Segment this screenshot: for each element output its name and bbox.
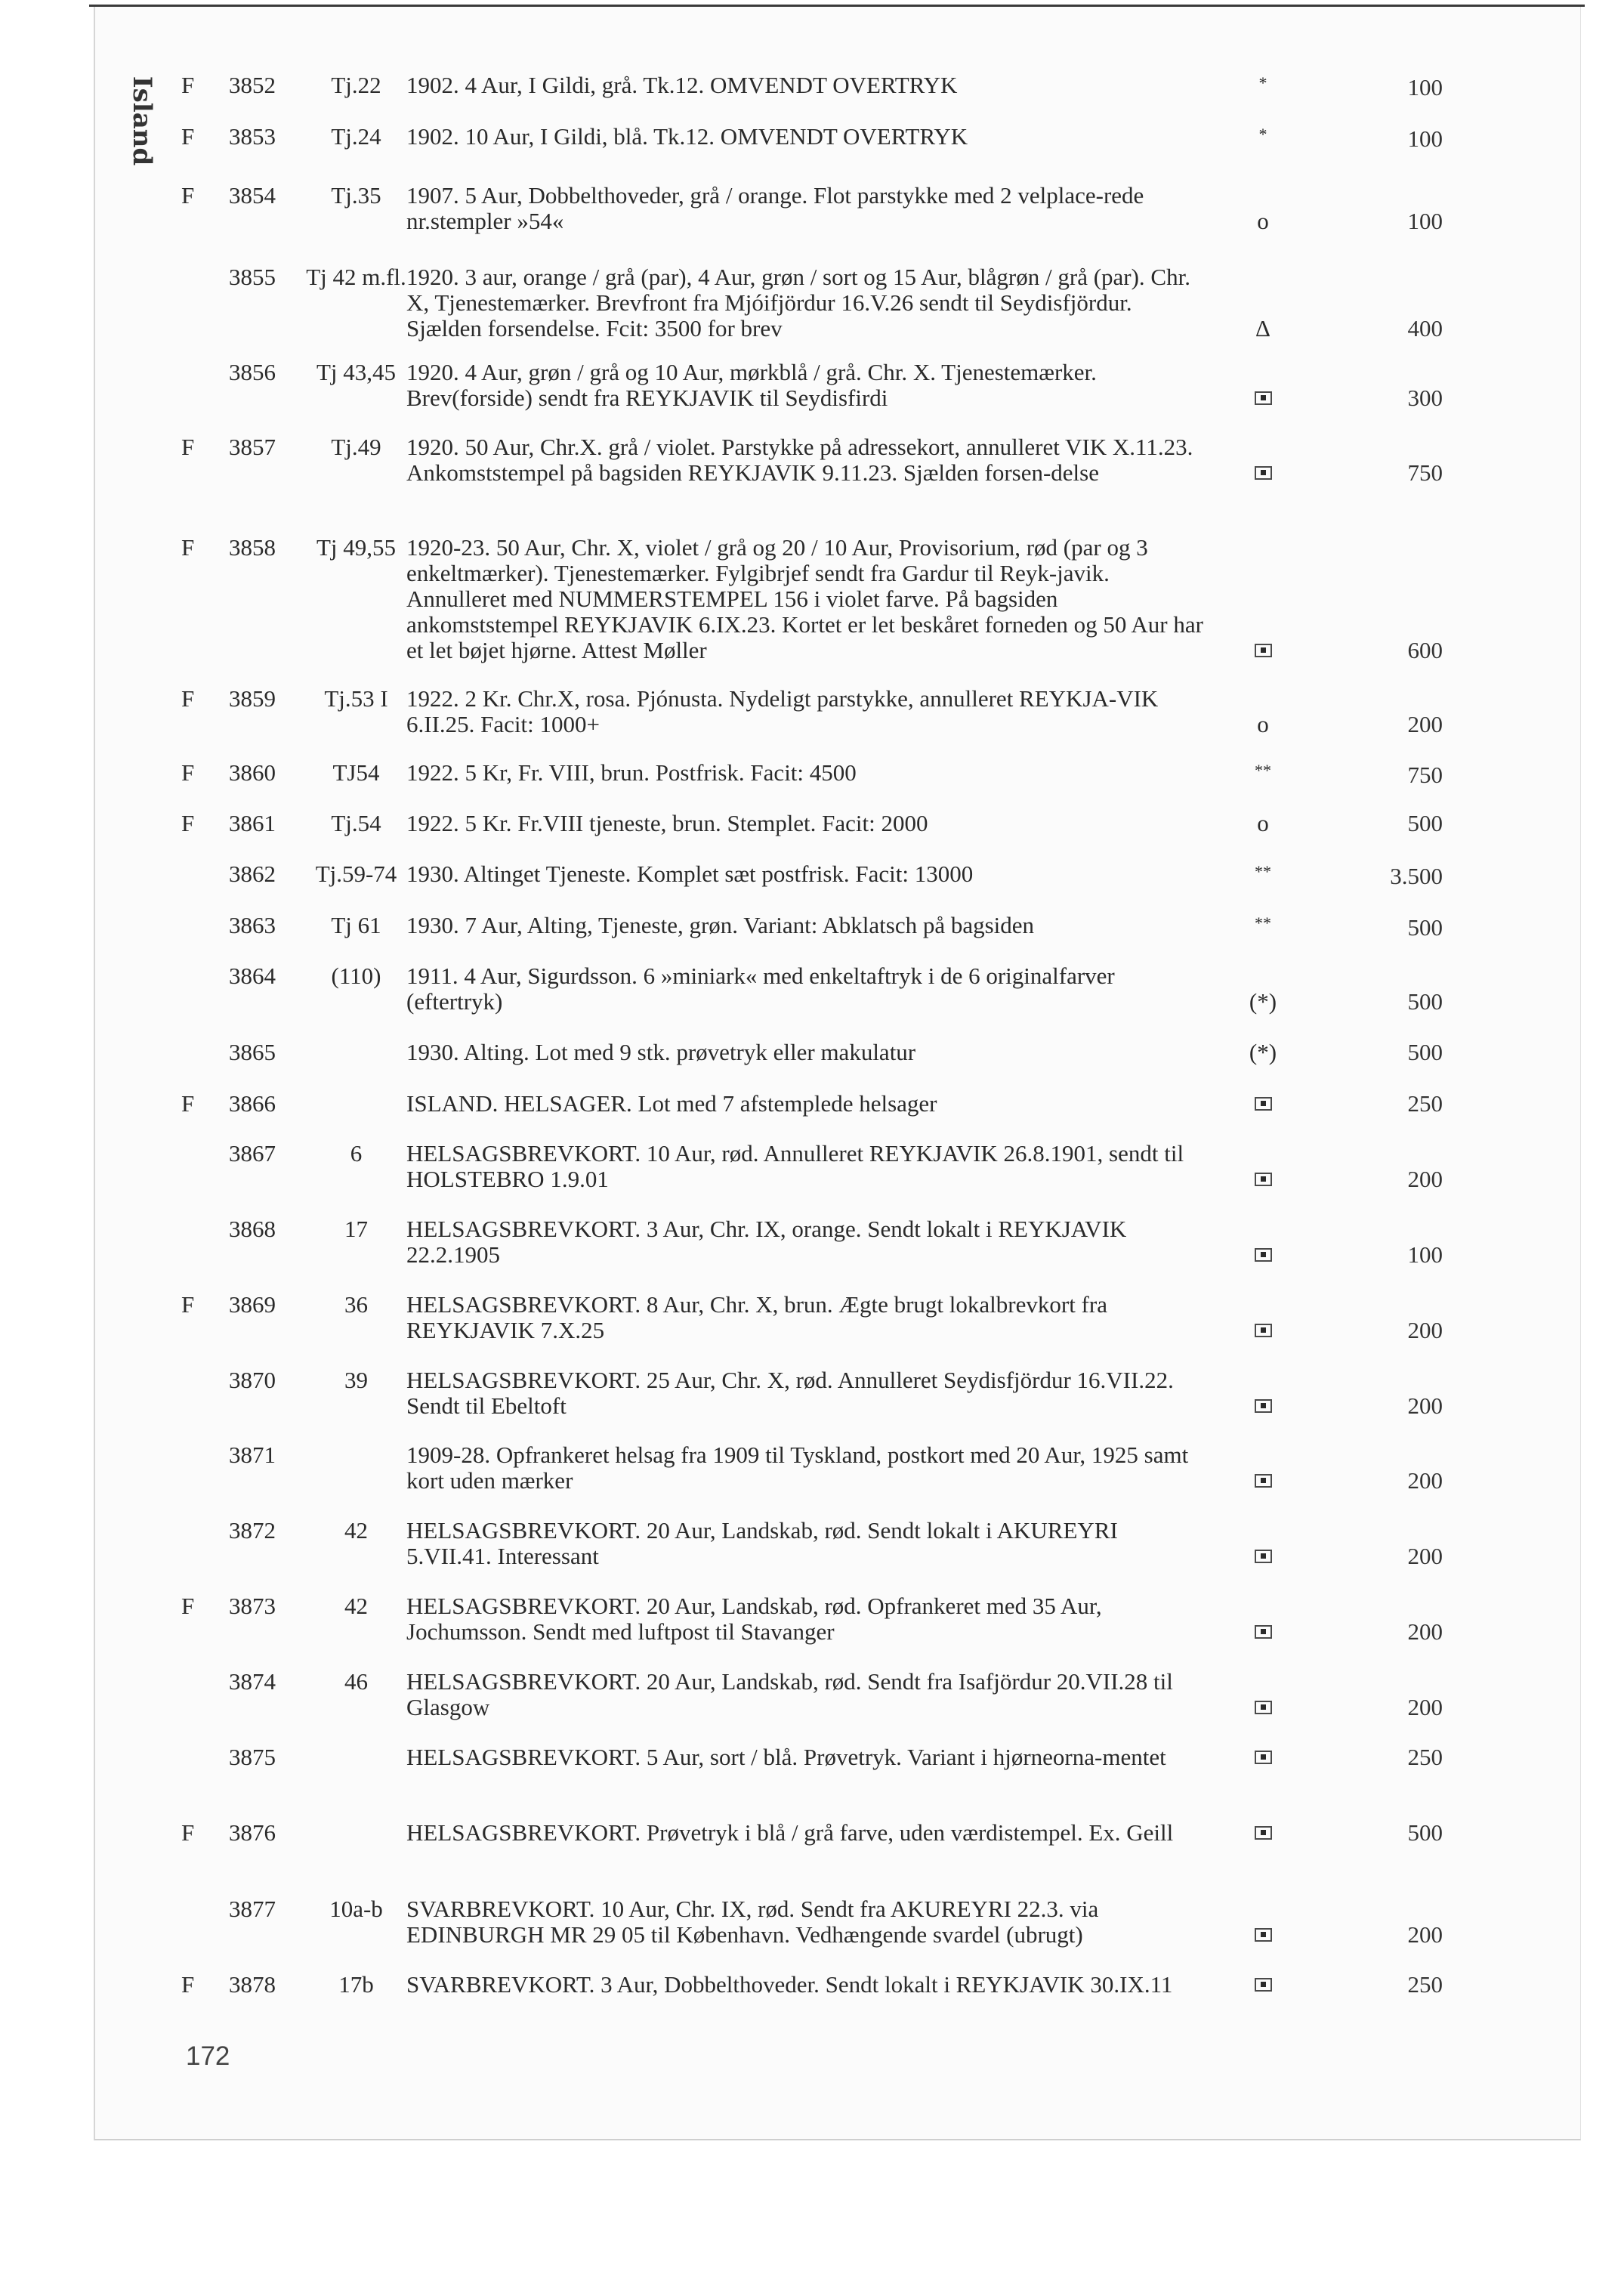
lot-price: 750 [1407, 762, 1443, 788]
lot-flag: F [181, 1090, 195, 1117]
lot-description: 1930. Altinget Tjeneste. Komplet sæt postfrisk. Facit: 13000 [406, 861, 974, 887]
lot-row [181, 1442, 1443, 1494]
lot-row [181, 1091, 1443, 1117]
condition-text: (*) [1249, 1039, 1277, 1065]
catalogue-ref: 36 [344, 1291, 368, 1318]
lot-row [181, 811, 1443, 836]
lot-number: 3875 [229, 1744, 276, 1770]
catalogue-ref: Tj.54 [331, 810, 381, 836]
lot-number: 3874 [229, 1668, 276, 1695]
cover-icon [1255, 1625, 1272, 1639]
lot-description: 1922. 5 Kr, Fr. VIII, brun. Postfrisk. Facit: 4500 [406, 759, 857, 786]
condition-mark [1208, 1393, 1318, 1419]
condition-mark [1208, 811, 1318, 836]
lot-description: HELSAGSBREVKORT. 10 Aur, rød. Annulleret REYKJAVIK 26.8.1901, sendt til HOLSTEBRO 1.9.01 [406, 1140, 1184, 1192]
cover-icon [1255, 1097, 1272, 1111]
lot-price: 300 [1407, 385, 1443, 411]
lot-number: 3852 [229, 72, 276, 98]
cover-icon [1255, 1826, 1272, 1840]
lot-price: 500 [1407, 1819, 1443, 1846]
lot-row [181, 686, 1443, 737]
condition-mark [1208, 1091, 1318, 1117]
condition-mark [1208, 1040, 1318, 1065]
lot-row [181, 360, 1443, 411]
catalogue-ref: 42 [344, 1593, 368, 1619]
lot-number: 3866 [229, 1090, 276, 1117]
catalogue-ref: Tj 49,55 [316, 534, 397, 561]
cover-icon [1255, 1173, 1272, 1186]
lot-description: SVARBREVKORT. 10 Aur, Chr. IX, rød. Sendt fra AKUREYRI 22.3. via EDINBURGH MR 29 05 til København. Vedhængende svardel (ubrugt) [406, 1896, 1099, 1948]
lot-price: 200 [1407, 1694, 1443, 1720]
lot-number: 3860 [229, 759, 276, 786]
catalogue-ref: (110) [331, 963, 381, 989]
lot-description: HELSAGSBREVKORT. 5 Aur, sort / blå. Prøvetryk. Variant i hjørneorna-mentet [406, 1744, 1166, 1770]
lot-description: HELSAGSBREVKORT. 20 Aur, Landskab, rød. Sendt lokalt i AKUREYRI 5.VII.41. Interessant [406, 1517, 1118, 1569]
cover-icon [1255, 644, 1272, 657]
lot-price: 100 [1407, 125, 1443, 152]
lot-row [181, 434, 1443, 486]
catalogue-ref: 39 [344, 1367, 368, 1393]
catalogue-ref: Tj 61 [331, 912, 381, 938]
lot-description: HELSAGSBREVKORT. 25 Aur, Chr. X, rød. Annulleret Seydisfjördur 16.VII.22. Sendt til Ebeltoft [406, 1367, 1174, 1419]
condition-text: * [1258, 73, 1267, 92]
lot-description: 1922. 5 Kr. Fr.VIII tjeneste, brun. Stemplet. Facit: 2000 [406, 810, 928, 836]
lot-description: HELSAGSBREVKORT. 20 Aur, Landskab, rød. Opfrankeret med 35 Aur, Jochumsson. Sendt med luftpost til Stavanger [406, 1593, 1102, 1645]
lot-number: 3855 [229, 264, 276, 290]
catalogue-ref: Tj.24 [331, 123, 381, 150]
catalogue-ref: Tj 43,45 [316, 359, 397, 385]
catalogue-ref: Tj.59-74 [315, 861, 397, 887]
cover-icon [1255, 1550, 1272, 1563]
lot-flag: F [181, 123, 195, 150]
lot-number: 3854 [229, 182, 276, 209]
lot-price: 500 [1407, 810, 1443, 836]
lot-row [181, 1896, 1443, 1948]
lot-price: 250 [1407, 1090, 1443, 1117]
lot-number: 3869 [229, 1291, 276, 1318]
lot-description: HELSAGSBREVKORT. 3 Aur, Chr. IX, orange. Sendt lokalt i REYKJAVIK 22.2.1905 [406, 1216, 1127, 1268]
lot-flag: F [181, 759, 195, 786]
condition-mark [1208, 209, 1318, 234]
lot-number: 3862 [229, 861, 276, 887]
lot-price: 500 [1407, 988, 1443, 1015]
lot-number: 3865 [229, 1039, 276, 1065]
lot-number: 3856 [229, 359, 276, 385]
page-number: 172 [186, 2041, 230, 2071]
lot-row [181, 1518, 1443, 1569]
lot-description: ISLAND. HELSAGER. Lot med 7 afstemplede helsager [406, 1090, 937, 1117]
lot-number: 3870 [229, 1367, 276, 1393]
condition-mark [1208, 989, 1318, 1015]
lot-price: 100 [1407, 208, 1443, 234]
lot-flag: F [181, 1819, 195, 1846]
lot-row [181, 1593, 1443, 1645]
lot-row [181, 963, 1443, 1015]
lot-row [181, 1292, 1443, 1343]
lot-number: 3858 [229, 534, 276, 561]
condition-mark [1208, 913, 1318, 941]
lot-price: 3.500 [1390, 863, 1443, 889]
condition-mark [1208, 385, 1318, 411]
lot-price: 200 [1407, 1317, 1443, 1343]
lot-flag: F [181, 1593, 195, 1619]
lot-flag: F [181, 810, 195, 836]
lot-number: 3867 [229, 1140, 276, 1167]
lot-description: 1920. 3 aur, orange / grå (par), 4 Aur, grøn / sort og 15 Aur, blågrøn / grå (par). Chr. X, Tjenestemærker. Brevfront fra Mjóifjördur 16.V.26 sendt til Seydisfjördur. Sjælden forsendelse. Fcit: 3500 for brev [406, 264, 1190, 341]
condition-text: ** [1255, 761, 1271, 780]
condition-mark [1208, 1922, 1318, 1948]
condition-text: * [1258, 125, 1267, 144]
lot-flag: F [181, 182, 195, 209]
condition-mark [1208, 1167, 1318, 1192]
lot-price: 400 [1407, 315, 1443, 341]
lot-description: 1930. Alting. Lot med 9 stk. prøvetryk eller makulatur [406, 1039, 916, 1065]
lot-number: 3857 [229, 434, 276, 460]
catalogue-ref: Tj.35 [331, 182, 381, 209]
cover-icon [1255, 1399, 1272, 1413]
lot-number: 3864 [229, 963, 276, 989]
cover-icon [1255, 1701, 1272, 1714]
catalogue-ref: Tj.53 I [324, 685, 388, 712]
lot-row [181, 1972, 1443, 1998]
condition-text: ** [1255, 913, 1271, 932]
lot-description: HELSAGSBREVKORT. 8 Aur, Chr. X, brun. Ægte brugt lokalbrevkort fra REYKJAVIK 7.X.25 [406, 1291, 1107, 1343]
condition-mark [1208, 1619, 1318, 1645]
lot-number: 3872 [229, 1517, 276, 1544]
lot-price: 500 [1407, 1039, 1443, 1065]
lot-row [181, 183, 1443, 234]
condition-mark [1208, 1820, 1318, 1846]
catalogue-ref: 10a-b [329, 1896, 383, 1922]
lot-row [181, 1141, 1443, 1192]
lot-description: 1907. 5 Aur, Dobbelthoveder, grå / orange. Flot parstykke med 2 velplace-rede nr.stempler »54« [406, 182, 1144, 234]
condition-text: o [1257, 810, 1269, 836]
condition-text: o [1257, 711, 1269, 737]
lot-price: 100 [1407, 74, 1443, 100]
lot-number: 3876 [229, 1819, 276, 1846]
lot-flag: F [181, 1971, 195, 1998]
condition-mark [1208, 124, 1318, 152]
lot-row [181, 1744, 1443, 1770]
condition-mark [1208, 712, 1318, 737]
lot-row [181, 124, 1443, 152]
lot-number: 3877 [229, 1896, 276, 1922]
lot-number: 3853 [229, 123, 276, 150]
cover-icon [1255, 1751, 1272, 1764]
condition-mark [1208, 1972, 1318, 1998]
lot-description: 1930. 7 Aur, Alting, Tjeneste, grøn. Variant: Abklatsch på bagsiden [406, 912, 1035, 938]
catalogue-ref: Tj 42 m.fl. [306, 264, 406, 290]
catalogue-ref: 42 [344, 1517, 368, 1544]
condition-text: (*) [1249, 988, 1277, 1015]
lot-row [181, 913, 1443, 941]
catalogue-ref: 17b [338, 1971, 374, 1998]
lot-description: 1909-28. Opfrankeret helsag fra 1909 til Tyskland, postkort med 20 Aur, 1925 samt kort uden mærker [406, 1442, 1189, 1494]
condition-text: Δ [1255, 315, 1270, 341]
lot-row [181, 1040, 1443, 1065]
cover-icon [1255, 1248, 1272, 1262]
condition-mark [1208, 460, 1318, 486]
lot-price: 750 [1407, 459, 1443, 486]
lot-price: 200 [1407, 1467, 1443, 1494]
catalogue-ref: 17 [344, 1216, 368, 1242]
lot-number: 3859 [229, 685, 276, 712]
lot-row [181, 1669, 1443, 1720]
lot-price: 200 [1407, 711, 1443, 737]
lot-description: 1902. 4 Aur, I Gildi, grå. Tk.12. OMVENDT OVERTRYK [406, 72, 958, 98]
cover-icon [1255, 466, 1272, 480]
cover-icon [1255, 1474, 1272, 1488]
lot-description: 1911. 4 Aur, Sigurdsson. 6 »miniark« med enkeltaftryk i de 6 originalfarver (eftertryk) [406, 963, 1115, 1015]
catalogue-ref: 6 [350, 1140, 363, 1167]
lot-price: 200 [1407, 1921, 1443, 1948]
condition-text: ** [1255, 862, 1271, 881]
lot-description: 1920-23. 50 Aur, Chr. X, violet / grå og 20 / 10 Aur, Provisorium, rød (par og 3 enkeltmærker). Tjenestemærker. Fylgibrjef sendt fra Gardur til Reyk-javik. Annulleret med NUMMERSTEMPEL 156 i violet farve. På bagsiden ankomststempel REYKJAVIK 6.IX.23. Kortet er let beskåret forneden og 50 Aur har et let bøjet hjørne. Attest Møller [406, 534, 1203, 663]
condition-mark [1208, 861, 1318, 889]
lot-row [181, 1820, 1443, 1846]
section-title-text: Island [127, 76, 157, 166]
lot-row [181, 760, 1443, 788]
condition-mark [1208, 316, 1318, 341]
lot-row [181, 861, 1443, 889]
lot-row [181, 264, 1443, 341]
lot-description: 1920. 50 Aur, Chr.X. grå / violet. Parstykke på adressekort, annulleret VIK X.11.23. Ankomststempel på bagsiden REYKJAVIK 9.11.23. Sjælden forsen-delse [406, 434, 1193, 486]
lot-flag: F [181, 534, 195, 561]
lot-row [181, 535, 1443, 663]
lot-number: 3878 [229, 1971, 276, 1998]
lot-number: 3873 [229, 1593, 276, 1619]
condition-mark [1208, 1544, 1318, 1569]
condition-mark [1208, 638, 1318, 663]
condition-mark [1208, 1318, 1318, 1343]
lot-description: HELSAGSBREVKORT. Prøvetryk i blå / grå farve, uden værdistempel. Ex. Geill [406, 1819, 1174, 1846]
lot-description: SVARBREVKORT. 3 Aur, Dobbelthoveder. Sendt lokalt i REYKJAVIK 30.IX.11 [406, 1971, 1173, 1998]
catalogue-ref: 46 [344, 1668, 368, 1695]
catalogue-ref: Tj.49 [331, 434, 381, 460]
lot-description: 1922. 2 Kr. Chr.X, rosa. Pjónusta. Nydeligt parstykke, annulleret REYKJA-VIK 6.II.25. Facit: 1000+ [406, 685, 1159, 737]
section-title [112, 68, 172, 174]
lot-number: 3863 [229, 912, 276, 938]
lot-price: 500 [1407, 914, 1443, 941]
lot-description: 1920. 4 Aur, grøn / grå og 10 Aur, mørkblå / grå. Chr. X. Tjenestemærker. Brev(forside) sendt fra REYKJAVIK til Seydisfirdi [406, 359, 1097, 411]
lot-row [181, 1216, 1443, 1268]
lot-flag: F [181, 72, 195, 98]
lot-price: 200 [1407, 1543, 1443, 1569]
lot-price: 100 [1407, 1241, 1443, 1268]
catalogue-ref: Tj.22 [331, 72, 381, 98]
lot-price: 600 [1407, 637, 1443, 663]
lot-description: 1902. 10 Aur, I Gildi, blå. Tk.12. OMVENDT OVERTRYK [406, 123, 968, 150]
lot-price: 250 [1407, 1971, 1443, 1998]
condition-mark [1208, 73, 1318, 100]
lot-price: 200 [1407, 1166, 1443, 1192]
cover-icon [1255, 391, 1272, 405]
lot-flag: F [181, 434, 195, 460]
catalogue-ref: TJ54 [332, 759, 380, 786]
lot-flag: F [181, 1291, 195, 1318]
lot-flag: F [181, 685, 195, 712]
cover-icon [1255, 1978, 1272, 1992]
condition-mark [1208, 1242, 1318, 1268]
condition-text: o [1257, 208, 1269, 234]
condition-mark [1208, 1468, 1318, 1494]
lot-description: HELSAGSBREVKORT. 20 Aur, Landskab, rød. Sendt fra Isafjördur 20.VII.28 til Glasgow [406, 1668, 1173, 1720]
lot-number: 3861 [229, 810, 276, 836]
lot-row [181, 73, 1443, 100]
lot-price: 200 [1407, 1392, 1443, 1419]
cover-icon [1255, 1324, 1272, 1337]
lot-price: 200 [1407, 1618, 1443, 1645]
condition-mark [1208, 760, 1318, 788]
condition-mark [1208, 1695, 1318, 1720]
cover-icon [1255, 1928, 1272, 1942]
lot-row [181, 1367, 1443, 1419]
lot-price: 250 [1407, 1744, 1443, 1770]
lot-number: 3871 [229, 1442, 276, 1468]
condition-mark [1208, 1744, 1318, 1770]
lot-number: 3868 [229, 1216, 276, 1242]
